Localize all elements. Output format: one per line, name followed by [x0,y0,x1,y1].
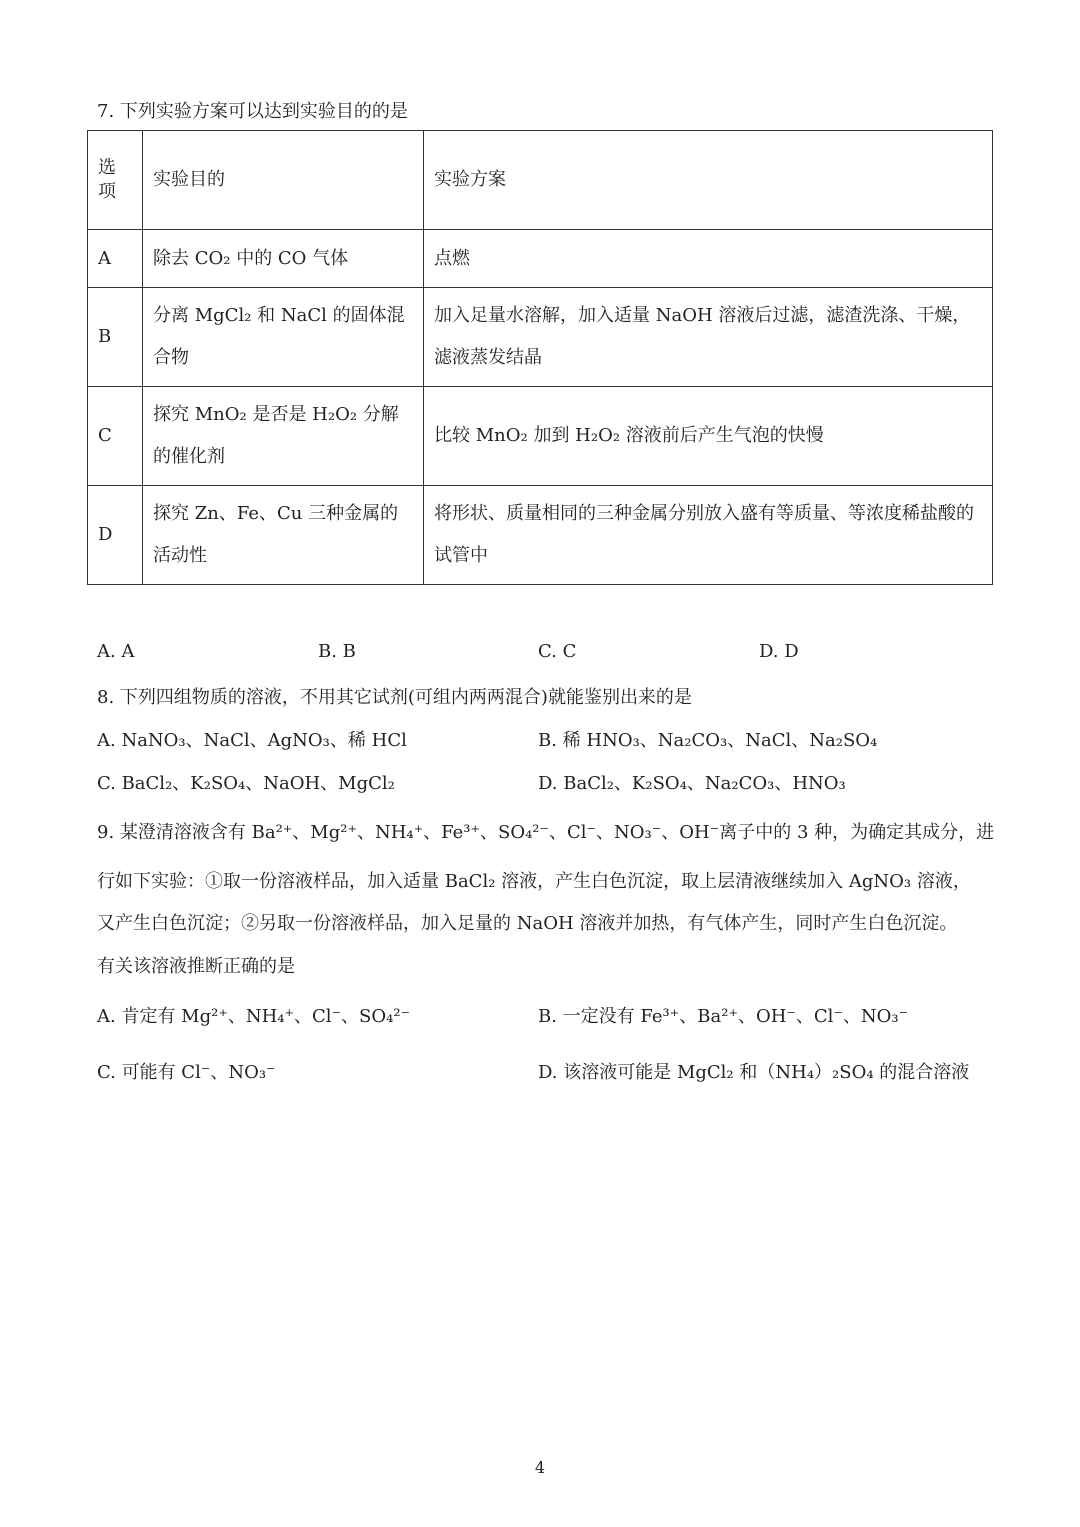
q7-choice-c: C. C [538,641,577,662]
header-plan: 实验方案 [424,131,993,230]
table-row [88,288,993,387]
table-row [88,486,993,585]
q9-choice-a: A. 肯定有 Mg²⁺、NH₄⁺、Cl⁻、SO₄²⁻ [97,1006,411,1027]
row-goal: 探究 MnO₂ 是否是 H₂O₂ 分解的催化剂 [143,387,424,486]
table-row [88,230,993,288]
row-option: B [88,288,143,387]
q9-choice-c: C. 可能有 Cl⁻、NO₃⁻ [97,1062,276,1083]
row-plan: 加入足量水溶解，加入适量 NaOH 溶液后过滤，滤渣洗涤、干燥，滤液蒸发结晶 [424,288,993,387]
q8-stem: 8. 下列四组物质的溶液，不用其它试剂(可组内两两混合)就能鉴别出来的是 [97,687,692,708]
header-option: 选 项 [88,131,143,230]
q8-choice-d: D. BaCl₂、K₂SO₄、Na₂CO₃、HNO₃ [538,773,846,794]
row-plan: 将形状、质量相同的三种金属分别放入盛有等质量、等浓度稀盐酸的试管中 [424,486,993,585]
q9-choice-b: B. 一定没有 Fe³⁺、Ba²⁺、OH⁻、Cl⁻、NO₃⁻ [538,1006,909,1027]
q9-stem-line-4: 有关该溶液推断正确的是 [97,956,295,977]
q9-stem-line-3: 又产生白色沉淀；②另取一份溶液样品，加入足量的 NaOH 溶液并加热，有气体产生，同时产生白色沉淀。 [97,913,958,934]
row-goal: 探究 Zn、Fe、Cu 三种金属的活动性 [143,486,424,585]
row-plan: 比较 MnO₂ 加到 H₂O₂ 溶液前后产生气泡的快慢 [424,387,993,486]
q7-choice-a: A. A [97,641,135,662]
row-option: C [88,387,143,486]
row-plan: 点燃 [424,230,993,288]
table-row [88,387,993,486]
q9-stem-line-1: 9. 某澄清溶液含有 Ba²⁺、Mg²⁺、NH₄⁺、Fe³⁺、SO₄²⁻、Cl⁻、NO₃⁻、OH⁻离子中的 3 种，为确定其成分，进 [97,822,995,843]
page-number: 4 [534,1458,546,1477]
row-option: D [88,486,143,585]
q7-choice-d: D. D [759,641,799,662]
q8-choice-c: C. BaCl₂、K₂SO₄、NaOH、MgCl₂ [97,773,395,794]
q8-choice-a: A. NaNO₃、NaCl、AgNO₃、稀 HCl [97,730,407,751]
row-option: A [88,230,143,288]
row-goal: 分离 MgCl₂ 和 NaCl 的固体混合物 [143,288,424,387]
header-goal: 实验目的 [143,131,424,230]
table-header-row [88,131,993,230]
q7-stem: 7. 下列实验方案可以达到实验目的的是 [97,101,408,122]
q8-choice-b: B. 稀 HNO₃、Na₂CO₃、NaCl、Na₂SO₄ [538,730,878,751]
row-goal: 除去 CO₂ 中的 CO 气体 [143,230,424,288]
q9-choice-d: D. 该溶液可能是 MgCl₂ 和（NH₄）₂SO₄ 的混合溶液 [538,1062,970,1083]
experiment-table [87,130,993,585]
q9-stem-line-2: 行如下实验：①取一份溶液样品，加入适量 BaCl₂ 溶液，产生白色沉淀，取上层清液继续加入 AgNO₃ 溶液， [97,871,971,892]
q7-choice-b: B. B [318,641,356,662]
